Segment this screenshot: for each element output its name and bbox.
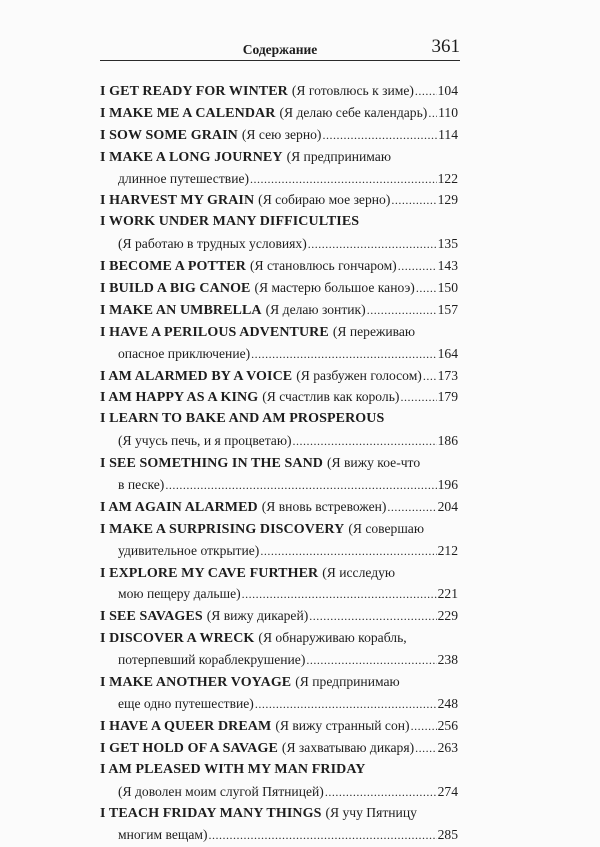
toc-entry	[100, 255, 458, 277]
entry-translation: (Я предпринимаю	[286, 148, 391, 164]
dot-leader	[209, 824, 437, 847]
entry-page-number: 129	[437, 192, 458, 208]
entry-page-number: 229	[437, 608, 458, 624]
toc-entry-line	[100, 496, 458, 518]
toc-entry-line	[100, 255, 458, 277]
toc-entry	[100, 518, 458, 562]
entry-page-number: 212	[437, 542, 458, 558]
toc-entry-line	[100, 518, 458, 540]
entry-page-number: 204	[437, 498, 458, 514]
toc-entry-continuation	[100, 540, 458, 562]
toc-entry-continuation	[100, 430, 458, 452]
entry-page-number: 104	[437, 83, 458, 98]
entry-translation-continued: еще одно путешествие)	[118, 695, 254, 711]
entry-title: I HAVE A QUEER DREAM	[100, 718, 272, 734]
toc-entry	[100, 146, 458, 190]
toc-entry-line	[100, 452, 458, 474]
entry-translation-continued: (Я доволен моим слугой Пятницей)	[118, 783, 324, 799]
entry-page-number: 274	[437, 783, 458, 799]
entry-title: I AM AGAIN ALARMED	[100, 499, 258, 515]
entry-title: I SEE SAVAGES	[100, 609, 203, 625]
entry-title: I MAKE ME A CALENDAR	[100, 105, 276, 121]
toc-entry-line	[100, 408, 458, 430]
entry-translation-continued: (Я работаю в трудных условиях)	[118, 236, 307, 252]
entry-translation: (Я совершаю	[348, 520, 424, 536]
dot-leader	[255, 693, 437, 716]
toc-entry-continuation	[100, 649, 458, 671]
entry-translation: (Я собираю мое зерно)	[258, 192, 391, 208]
dot-leader	[308, 233, 437, 256]
toc-entry	[100, 715, 458, 737]
toc-entry	[100, 365, 458, 387]
toc-entry	[100, 802, 458, 846]
toc-entry	[100, 124, 458, 146]
toc-entry-continuation	[100, 474, 458, 496]
entry-title: I SOW SOME GRAIN	[100, 127, 238, 143]
toc-entry	[100, 321, 458, 365]
toc-entry	[100, 627, 458, 671]
toc-entry-line	[100, 715, 458, 737]
entry-title: I EXPLORE MY CAVE FURTHER	[100, 565, 319, 581]
entry-page-number: 143	[437, 258, 458, 274]
entry-page-number: 150	[437, 280, 458, 296]
entry-page-number: 238	[437, 652, 458, 668]
entry-title: I BUILD A BIG CANOE	[100, 281, 251, 297]
toc-entry	[100, 408, 458, 452]
entry-translation: (Я мастерю большое каноэ)	[254, 280, 415, 296]
dot-leader	[400, 386, 436, 409]
dot-leader	[387, 496, 436, 519]
toc-entry	[100, 737, 458, 759]
toc-entry	[100, 386, 458, 408]
dot-leader	[415, 737, 436, 760]
dot-leader	[250, 168, 437, 191]
entry-page-number: 256	[437, 717, 458, 733]
entry-page-number: 285	[437, 827, 458, 843]
dot-leader	[428, 102, 437, 125]
entry-title: I AM ALARMED BY A VOICE	[100, 368, 293, 384]
entry-title: I MAKE A SURPRISING DISCOVERY	[100, 521, 345, 537]
toc-entry-line	[100, 386, 458, 408]
entry-title: I HARVEST MY GRAIN	[100, 193, 255, 209]
entry-translation: (Я обнаруживаю корабль,	[258, 630, 407, 646]
entry-translation: (Я вижу дикарей)	[206, 608, 309, 624]
entry-page-number: 164	[437, 345, 458, 361]
entry-page-number: 173	[437, 367, 458, 383]
entry-title: I AM PLEASED WITH MY MAN FRIDAY	[100, 761, 366, 777]
entry-translation: (Я учу Пятницу	[325, 805, 417, 821]
entry-translation-continued: длинное путешествие)	[118, 170, 250, 186]
toc-entry	[100, 102, 458, 124]
entry-translation-continued: потерпевший кораблекрушение)	[118, 652, 306, 668]
toc-entry	[100, 452, 458, 496]
entry-translation: (Я вновь встревожен)	[261, 498, 387, 514]
entry-page-number: 221	[437, 586, 458, 602]
dot-leader	[242, 583, 437, 606]
entry-translation-continued: удивительное открытие)	[118, 542, 260, 558]
dot-leader	[260, 540, 436, 563]
toc-entry-line	[100, 671, 458, 693]
entry-page-number: 179	[437, 389, 458, 405]
dot-leader	[309, 605, 436, 628]
toc-entry-line	[100, 277, 458, 299]
entry-translation-continued: (Я учусь печь, и я процветаю)	[118, 433, 292, 449]
entry-translation: (Я сею зерно)	[241, 126, 322, 142]
toc-entry	[100, 562, 458, 606]
entry-title: I LEARN TO BAKE AND AM PROSPEROUS	[100, 411, 385, 427]
entry-page-number: 135	[437, 236, 458, 252]
toc-entry-continuation	[100, 343, 458, 365]
dot-leader	[416, 277, 437, 300]
entry-title: I DISCOVER A WRECK	[100, 631, 255, 647]
toc-entry	[100, 80, 458, 102]
toc-entry-line	[100, 802, 458, 824]
entry-translation: (Я предпринимаю	[295, 674, 400, 690]
toc-entry-continuation	[100, 168, 458, 190]
toc-entry-line	[100, 627, 458, 649]
dot-leader	[325, 781, 437, 804]
toc-entry-line	[100, 80, 458, 102]
entry-title: I TEACH FRIDAY MANY THINGS	[100, 806, 322, 822]
running-header	[100, 34, 460, 61]
dot-leader	[411, 715, 437, 738]
entry-title: I GET READY FOR WINTER	[100, 84, 288, 99]
entry-title: I AM HAPPY AS A KING	[100, 390, 259, 406]
entry-translation: (Я делаю себе календарь)	[279, 104, 428, 120]
entry-translation: (Я захватываю дикаря)	[281, 739, 415, 755]
toc-entry-line	[100, 146, 458, 168]
entry-translation: (Я переживаю	[332, 323, 416, 339]
dot-leader	[306, 649, 436, 672]
toc-entry	[100, 189, 458, 211]
dot-leader	[165, 474, 436, 497]
toc-entry-continuation	[100, 693, 458, 715]
entry-page-number: 186	[437, 433, 458, 449]
entry-translation-continued: мою пещеру дальше)	[118, 586, 241, 602]
entry-translation: (Я делаю зонтик)	[265, 301, 366, 317]
entry-title: I GET HOLD OF A SAVAGE	[100, 740, 278, 756]
entry-title: I WORK UNDER MANY DIFFICULTIES	[100, 214, 360, 230]
entry-page-number: 110	[438, 104, 458, 120]
entry-title: I MAKE A LONG JOURNEY	[100, 149, 283, 165]
toc-entry-line	[100, 605, 458, 627]
toc-entry	[100, 671, 458, 715]
entry-title: I BECOME A POTTER	[100, 259, 247, 275]
toc-entry-line	[100, 102, 458, 124]
toc-entry-line	[100, 189, 458, 211]
entry-translation-continued: в песке)	[118, 477, 165, 493]
dot-leader	[367, 299, 437, 322]
entry-title: I MAKE AN UMBRELLA	[100, 302, 262, 318]
toc-entry	[100, 299, 458, 321]
entry-translation-continued: опасное приключение)	[118, 345, 251, 361]
dot-leader	[391, 189, 436, 212]
page-title: Содержание	[242, 42, 318, 57]
toc-entry	[100, 759, 458, 803]
entry-translation: (Я исследую	[322, 564, 396, 580]
toc-entry	[100, 605, 458, 627]
toc-entry-line	[100, 737, 458, 759]
dot-leader	[293, 430, 437, 453]
dot-leader	[423, 365, 437, 388]
entry-page-number: 157	[437, 301, 458, 317]
entry-title: I MAKE ANOTHER VOYAGE	[100, 675, 292, 691]
dot-leader	[398, 255, 437, 278]
entry-translation: (Я готовлюсь к зиме)	[291, 83, 414, 98]
entry-title: I HAVE A PERILOUS ADVENTURE	[100, 324, 329, 340]
toc-entry-continuation	[100, 824, 458, 846]
entry-page-number: 263	[437, 739, 458, 755]
entry-translation: (Я вижу кое-что	[327, 455, 421, 471]
page-number: 361	[431, 36, 460, 57]
toc-entry	[100, 277, 458, 299]
toc-entry	[100, 211, 458, 255]
toc-entry-line	[100, 299, 458, 321]
entry-translation: (Я счастлив как король)	[262, 389, 400, 405]
entry-translation-continued: многим вещам)	[118, 827, 208, 843]
toc-entry-continuation	[100, 583, 458, 605]
toc-entry-continuation	[100, 233, 458, 255]
toc-entry-line	[100, 321, 458, 343]
dot-leader	[322, 124, 437, 147]
toc-entry	[100, 496, 458, 518]
toc-entry-line	[100, 562, 458, 584]
entry-page-number: 122	[437, 170, 458, 186]
entry-translation: (Я становлюсь гончаром)	[250, 258, 397, 274]
entry-translation: (Я разбужен голосом)	[296, 367, 422, 383]
table-of-contents	[100, 80, 458, 846]
entry-title: I SEE SOMETHING IN THE SAND	[100, 456, 324, 472]
toc-entry-continuation	[100, 781, 458, 803]
entry-translation: (Я вижу странный сон)	[275, 717, 410, 733]
toc-entry-line	[100, 365, 458, 387]
toc-entry-line	[100, 759, 458, 781]
toc-entry-line	[100, 124, 458, 146]
entry-page-number: 196	[437, 477, 458, 493]
dot-leader	[251, 343, 436, 366]
entry-page-number: 248	[437, 695, 458, 711]
toc-entry-line	[100, 211, 458, 233]
dot-leader	[415, 80, 437, 103]
entry-page-number: 114	[438, 126, 458, 142]
